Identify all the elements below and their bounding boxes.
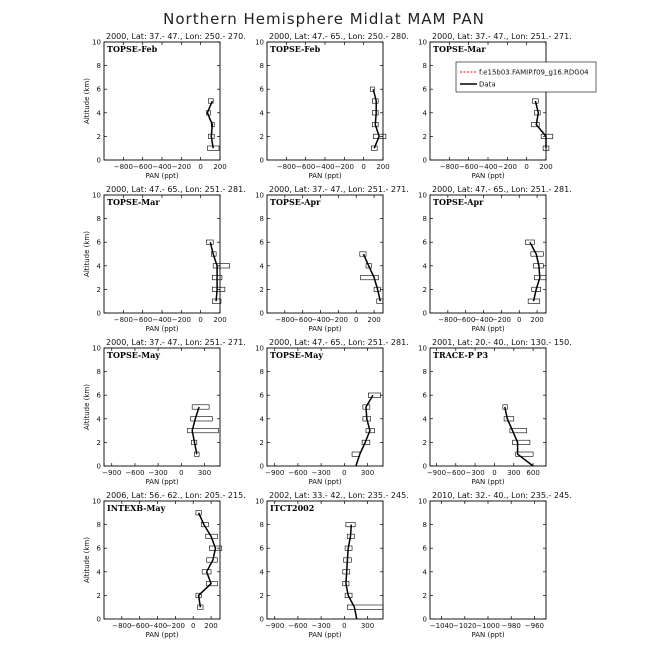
data-box xyxy=(207,581,218,585)
panel-header: 2000, Lat: 37.- 47., Lon: 251.- 271. xyxy=(106,338,246,347)
y-tick-label: 8 xyxy=(259,521,264,530)
x-tick-label: −980 xyxy=(501,622,521,630)
y-tick-label: 2 xyxy=(96,285,101,294)
x-tick-label: −200 xyxy=(171,163,191,171)
x-tick-label: 300 xyxy=(197,469,212,477)
y-tick-label: 6 xyxy=(422,85,427,94)
panel-tag: INTEXB-May xyxy=(107,503,166,513)
x-tick-label: −200 xyxy=(171,316,191,324)
y-tick-label: 0 xyxy=(259,462,264,471)
x-tick-label: 200 xyxy=(367,316,381,324)
x-tick-label: 0 xyxy=(190,622,196,630)
x-tick-label: −900 xyxy=(265,622,285,630)
x-tick-label: −200 xyxy=(491,316,512,324)
panel-header: 2000, Lat: 37.- 47., Lon: 251.- 271. xyxy=(269,185,409,194)
x-tick-label: −900 xyxy=(265,469,285,477)
y-tick-label: 4 xyxy=(259,568,264,577)
x-tick-label: −400 xyxy=(152,163,172,171)
x-axis-label: PAN (ppt) xyxy=(308,478,342,486)
y-tick-label: 0 xyxy=(422,309,427,318)
x-tick-label: −400 xyxy=(310,316,331,324)
y-tick-label: 6 xyxy=(96,391,101,400)
panel-12 xyxy=(418,491,572,639)
y-tick-label: 4 xyxy=(422,568,427,577)
x-tick-label: −900 xyxy=(102,469,122,477)
panel-header: 2002, Lat: 33.- 42., Lon: 235.- 245. xyxy=(269,491,409,500)
panel-7 xyxy=(83,338,246,486)
x-tick-label: −300 xyxy=(465,469,485,477)
y-axis-label: Altitude (km) xyxy=(83,384,91,430)
y-tick-label: 4 xyxy=(96,568,101,577)
panel-frame xyxy=(267,501,383,619)
panel-2 xyxy=(255,32,409,180)
x-tick-label: 300 xyxy=(507,469,521,477)
y-tick-label: 4 xyxy=(96,415,101,424)
data-box xyxy=(213,264,229,268)
panel-tag: TOPSE-Mar xyxy=(433,44,486,54)
y-tick-label: 0 xyxy=(259,309,264,318)
y-axis-label: Altitude (km) xyxy=(83,78,91,124)
y-tick-label: 4 xyxy=(96,109,101,118)
legend-data-label: Data xyxy=(479,80,496,89)
y-tick-label: 4 xyxy=(259,109,264,118)
x-tick-label: −400 xyxy=(315,163,335,171)
panel-frame xyxy=(430,348,546,466)
y-tick-label: 8 xyxy=(259,368,264,377)
x-tick-label: −800 xyxy=(113,163,133,171)
y-tick-label: 10 xyxy=(255,191,264,200)
panel-header: 2006, Lat: 56.- 62., Lon: 205.- 215. xyxy=(106,491,246,500)
x-tick-label: −800 xyxy=(439,163,459,171)
y-tick-label: 10 xyxy=(418,497,427,506)
x-tick-label: 600 xyxy=(526,469,540,477)
data-box xyxy=(361,275,379,279)
x-tick-label: 0 xyxy=(361,163,366,171)
y-tick-label: 2 xyxy=(422,285,427,294)
legend-model-label: f.e15b03.FAMIP.f09_g16.RDG04 xyxy=(479,68,589,77)
y-tick-label: 4 xyxy=(422,262,427,271)
x-tick-label: −200 xyxy=(497,163,517,171)
x-tick-label: −600 xyxy=(130,622,150,630)
x-tick-label: −600 xyxy=(133,316,153,324)
data-profile-line xyxy=(210,242,217,301)
y-tick-label: 0 xyxy=(422,615,427,624)
y-tick-label: 10 xyxy=(418,191,427,200)
x-tick-label: −600 xyxy=(133,163,153,171)
x-tick-label: −400 xyxy=(473,316,494,324)
x-axis-label: PAN (ppt) xyxy=(308,325,342,333)
panel-header: 2000, Lat: 37.- 47., Lon: 251.- 271. xyxy=(432,32,572,41)
y-tick-label: 0 xyxy=(96,309,101,318)
y-tick-label: 8 xyxy=(259,62,264,71)
y-tick-label: 8 xyxy=(422,368,427,377)
x-tick-label: −900 xyxy=(426,469,447,477)
y-tick-label: 6 xyxy=(422,391,427,400)
y-tick-label: 0 xyxy=(259,156,264,165)
panel-frame xyxy=(104,348,220,466)
panel-frame xyxy=(104,501,220,619)
x-tick-label: −960 xyxy=(524,622,545,630)
panel-header: 2000, Lat: 47.- 65., Lon: 251.- 281. xyxy=(106,185,246,194)
panel-header: 2001, Lat: 20.- 40., Lon: 130.- 150. xyxy=(432,338,572,347)
legend-box xyxy=(456,62,596,92)
x-tick-label: −1020 xyxy=(452,622,477,630)
x-tick-label: 200 xyxy=(539,163,553,171)
data-box xyxy=(206,240,213,244)
y-tick-label: 6 xyxy=(259,391,264,400)
x-tick-label: 0 xyxy=(492,469,497,477)
x-tick-label: 0 xyxy=(342,469,347,477)
data-profile-line xyxy=(530,242,540,301)
x-axis-label: PAN (ppt) xyxy=(471,325,505,333)
y-tick-label: 10 xyxy=(255,497,264,506)
x-axis-label: PAN (ppt) xyxy=(471,172,505,180)
data-box xyxy=(368,393,380,397)
x-tick-label: 200 xyxy=(204,622,218,630)
panel-11 xyxy=(255,491,409,639)
x-tick-label: −800 xyxy=(112,622,132,630)
panel-header: 2000, Lat: 47.- 65., Lon: 251.- 281. xyxy=(432,185,572,194)
panel-frame xyxy=(267,195,383,313)
x-tick-label: 200 xyxy=(213,316,227,324)
panel-4 xyxy=(83,185,246,333)
x-tick-label: −600 xyxy=(446,469,466,477)
data-box xyxy=(192,405,209,409)
x-axis-label: PAN (ppt) xyxy=(145,631,179,639)
y-tick-label: 8 xyxy=(96,62,101,71)
y-tick-label: 8 xyxy=(96,215,101,224)
y-tick-label: 0 xyxy=(96,462,101,471)
x-tick-label: −1040 xyxy=(429,622,454,630)
y-tick-label: 10 xyxy=(92,38,101,47)
y-tick-label: 10 xyxy=(418,344,427,353)
x-axis-label: PAN (ppt) xyxy=(471,478,505,486)
panel-header: 2000, Lat: 47.- 65., Lon: 251.- 281. xyxy=(269,338,409,347)
y-tick-label: 0 xyxy=(259,615,264,624)
y-tick-label: 4 xyxy=(259,415,264,424)
x-tick-label: 0 xyxy=(353,316,359,324)
y-tick-label: 0 xyxy=(422,156,427,165)
panel-1 xyxy=(83,32,246,180)
x-tick-label: −200 xyxy=(334,163,354,171)
y-tick-label: 6 xyxy=(259,238,264,247)
x-tick-label: 0 xyxy=(524,163,529,171)
panel-tag: TOPSE-May xyxy=(107,350,160,360)
y-tick-label: 8 xyxy=(259,215,264,224)
x-tick-label: −600 xyxy=(296,163,316,171)
y-tick-label: 8 xyxy=(96,521,101,530)
y-tick-label: 8 xyxy=(422,521,427,530)
data-profile-line xyxy=(505,407,533,466)
panels-group xyxy=(83,32,572,639)
x-tick-label: 200 xyxy=(530,316,544,324)
x-tick-label: −400 xyxy=(478,163,498,171)
x-tick-label: −800 xyxy=(276,163,296,171)
x-tick-label: 300 xyxy=(360,469,375,477)
y-tick-label: 10 xyxy=(92,191,101,200)
y-tick-label: 6 xyxy=(96,238,101,247)
panel-5 xyxy=(255,185,409,333)
data-box xyxy=(541,134,553,138)
x-tick-label: −600 xyxy=(125,469,145,477)
y-tick-label: 2 xyxy=(259,285,264,294)
x-tick-label: −400 xyxy=(147,622,168,630)
y-tick-label: 8 xyxy=(422,62,427,71)
panel-frame xyxy=(430,195,546,313)
y-tick-label: 10 xyxy=(92,497,101,506)
x-axis-label: PAN (ppt) xyxy=(308,172,342,180)
x-tick-label: 0 xyxy=(179,469,184,477)
data-box xyxy=(512,440,529,444)
y-tick-label: 6 xyxy=(96,544,101,553)
y-tick-label: 6 xyxy=(422,238,427,247)
x-tick-label: −600 xyxy=(459,163,479,171)
panel-tag: ITCT2002 xyxy=(270,503,315,513)
y-tick-label: 4 xyxy=(96,262,101,271)
y-tick-label: 6 xyxy=(96,85,101,94)
x-tick-label: −800 xyxy=(113,316,133,324)
panel-9 xyxy=(418,338,572,486)
y-tick-label: 0 xyxy=(422,462,427,471)
panel-frame xyxy=(104,42,220,160)
y-tick-label: 6 xyxy=(259,544,264,553)
y-tick-label: 4 xyxy=(422,109,427,118)
x-tick-label: 0 xyxy=(198,163,203,171)
y-tick-label: 0 xyxy=(96,615,101,624)
panel-8 xyxy=(255,338,409,486)
y-tick-label: 2 xyxy=(259,438,264,447)
x-tick-label: −1000 xyxy=(476,622,500,630)
y-tick-label: 8 xyxy=(422,215,427,224)
panel-6 xyxy=(418,185,572,333)
panel-header: 2010, Lat: 32.- 40., Lon: 235.- 245. xyxy=(432,491,572,500)
x-axis-label: PAN (ppt) xyxy=(471,631,505,639)
panel-frame xyxy=(267,42,383,160)
data-profile-line xyxy=(192,407,199,454)
y-tick-label: 4 xyxy=(259,262,264,271)
data-profile-line xyxy=(207,101,213,148)
legend xyxy=(456,62,596,92)
data-box xyxy=(372,111,378,115)
x-tick-label: −300 xyxy=(311,622,331,630)
y-tick-label: 10 xyxy=(92,344,101,353)
x-tick-label: −800 xyxy=(275,316,295,324)
y-axis-label: Altitude (km) xyxy=(83,231,91,277)
y-tick-label: 2 xyxy=(96,591,101,600)
data-profile-line xyxy=(373,89,379,148)
y-tick-label: 2 xyxy=(259,591,264,600)
y-tick-label: 10 xyxy=(418,38,427,47)
x-tick-label: 0 xyxy=(342,622,347,630)
x-axis-label: PAN (ppt) xyxy=(145,478,179,486)
panel-tag: TOPSE-May xyxy=(270,350,323,360)
y-tick-label: 2 xyxy=(259,132,264,141)
y-tick-label: 0 xyxy=(96,156,101,165)
y-tick-label: 2 xyxy=(96,438,101,447)
y-tick-label: 6 xyxy=(422,544,427,553)
panel-tag: TRACE-P P3 xyxy=(433,350,489,360)
panel-3 xyxy=(418,32,572,180)
x-axis-label: PAN (ppt) xyxy=(308,631,342,639)
panel-tag: TOPSE-Feb xyxy=(107,44,158,54)
panel-header: 2000, Lat: 47.- 65., Lon: 250.- 280. xyxy=(269,32,409,41)
panel-tag: TOPSE-Feb xyxy=(270,44,321,54)
data-profile-line xyxy=(356,395,373,466)
x-axis-label: PAN (ppt) xyxy=(145,172,179,180)
x-tick-label: 0 xyxy=(198,316,203,324)
data-box xyxy=(191,417,213,421)
y-tick-label: 8 xyxy=(96,368,101,377)
y-tick-label: 2 xyxy=(96,132,101,141)
figure-title: Northern Hemisphere Midlat MAM PAN xyxy=(163,10,485,28)
data-box xyxy=(360,252,366,256)
x-tick-label: 300 xyxy=(360,622,375,630)
x-axis-label: PAN (ppt) xyxy=(145,325,179,333)
x-tick-label: −600 xyxy=(288,469,308,477)
data-profile-line xyxy=(363,254,380,301)
x-tick-label: −200 xyxy=(328,316,349,324)
panel-frame xyxy=(430,42,546,160)
data-box xyxy=(208,99,213,103)
x-tick-label: 200 xyxy=(213,163,227,171)
panel-frame xyxy=(430,501,546,619)
data-box xyxy=(504,417,514,421)
data-profile-line xyxy=(535,101,546,148)
y-tick-label: 2 xyxy=(422,132,427,141)
y-tick-label: 10 xyxy=(255,38,264,47)
panel-frame xyxy=(104,195,220,313)
y-tick-label: 2 xyxy=(422,591,427,600)
x-tick-label: −600 xyxy=(456,316,476,324)
x-tick-label: −200 xyxy=(165,622,186,630)
x-tick-label: −600 xyxy=(293,316,313,324)
panel-tag: TOPSE-Apr xyxy=(433,197,484,207)
x-tick-label: −800 xyxy=(438,316,458,324)
x-tick-label: 0 xyxy=(516,316,522,324)
panel-header: 2000, Lat: 37.- 47., Lon: 250.- 270. xyxy=(106,32,246,41)
y-tick-label: 6 xyxy=(259,85,264,94)
panel-tag: TOPSE-Apr xyxy=(270,197,321,207)
x-tick-label: −300 xyxy=(148,469,168,477)
y-tick-label: 2 xyxy=(422,438,427,447)
y-tick-label: 10 xyxy=(255,344,264,353)
y-tick-label: 4 xyxy=(422,415,427,424)
panel-tag: TOPSE-Mar xyxy=(107,197,160,207)
x-tick-label: −600 xyxy=(288,622,308,630)
x-tick-label: −400 xyxy=(152,316,172,324)
panel-10 xyxy=(83,491,246,639)
x-tick-label: 200 xyxy=(376,163,390,171)
x-tick-label: −300 xyxy=(311,469,331,477)
y-axis-label: Altitude (km) xyxy=(83,537,91,583)
